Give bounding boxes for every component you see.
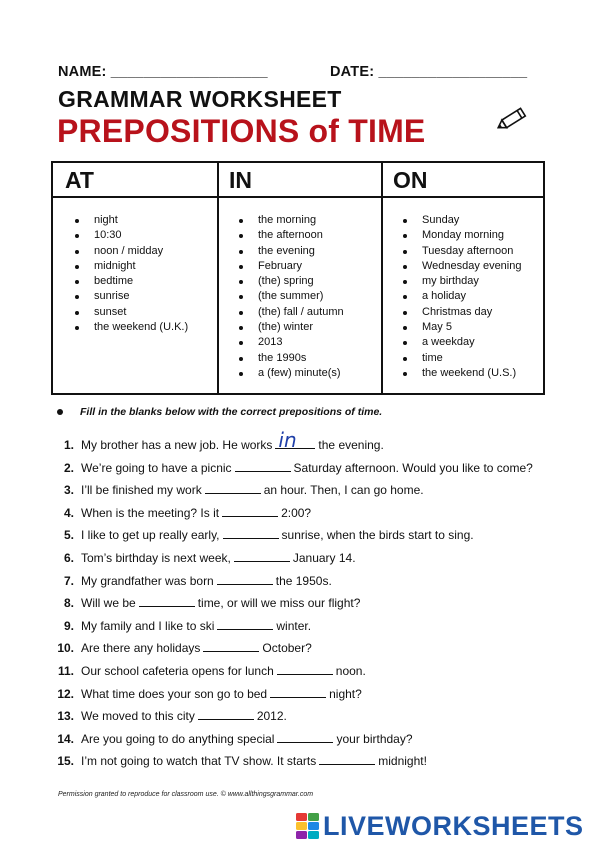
answer-blank[interactable] — [277, 732, 333, 743]
question-row — [0, 596, 602, 614]
question-text — [81, 754, 427, 768]
question-before: Will we be — [81, 596, 136, 611]
list-item: (the summer) — [237, 289, 381, 304]
date-label: DATE: — [330, 64, 375, 80]
question-text — [81, 483, 424, 497]
list-item: Sunday — [401, 213, 543, 228]
list-item: sunrise — [73, 289, 217, 304]
question-after: 2:00? — [281, 505, 312, 520]
topic-title: PREPOSITIONS of TIME — [57, 113, 426, 149]
answer-blank[interactable] — [235, 461, 291, 472]
answer-blank[interactable] — [270, 687, 326, 698]
question-number: 7. — [63, 573, 74, 588]
question-text — [81, 428, 384, 452]
question-before: Are there any holidays — [81, 641, 201, 656]
list-item: sunset — [73, 305, 217, 320]
question-after: the 1950s. — [275, 573, 332, 588]
bullet — [57, 409, 63, 415]
name-line: ___________________ — [110, 64, 268, 80]
column-heading: AT — [53, 163, 217, 198]
list-item: (the) spring — [237, 274, 381, 289]
question-before: We’re going to have a picnic — [81, 460, 232, 475]
answer-blank[interactable] — [275, 428, 315, 452]
question-after: your birthday? — [336, 731, 413, 746]
answer-blank[interactable] — [277, 664, 333, 675]
permission-note: Permission granted to reproduce for classroom use. © www.allthingsgrammar.com — [58, 791, 314, 798]
column-at — [53, 163, 219, 393]
question-before: What time does your son go to bed — [81, 686, 268, 701]
list-item: a holiday — [401, 289, 543, 304]
question-before: Tom’s birthday is next week, — [81, 551, 231, 565]
question-after: Saturday afternoon. Would you like to come? — [293, 460, 533, 475]
question-number: 12. — [57, 686, 74, 701]
question-after: time, or will we miss our flight? — [197, 596, 361, 611]
question-number: 11. — [57, 664, 74, 678]
question-row — [0, 664, 602, 682]
question-text — [81, 687, 362, 701]
question-text — [81, 641, 312, 655]
question-before: Our school cafeteria opens for lunch — [81, 664, 274, 678]
answer-blank[interactable] — [139, 596, 195, 607]
list-item: 2013 — [237, 335, 381, 350]
item-list — [217, 198, 381, 381]
list-item: Tuesday afternoon — [401, 244, 543, 259]
question-after: January 14. — [292, 551, 356, 565]
question-number: 2. — [63, 460, 74, 475]
question-before: My family and I like to ski — [81, 618, 215, 633]
question-row — [0, 428, 602, 456]
question-before: Are you going to do anything special — [81, 731, 275, 746]
list-item: (the) winter — [237, 320, 381, 335]
instructions: Fill in the blanks below with the correct prepositions of time. — [80, 406, 383, 418]
question-row — [0, 506, 602, 524]
list-item: Christmas day — [401, 305, 543, 320]
answer-blank[interactable] — [217, 574, 273, 585]
question-number: 9. — [63, 618, 74, 633]
question-before: When is the meeting? Is it — [81, 505, 220, 520]
question-number: 1. — [63, 438, 74, 452]
question-before: We moved to this city — [81, 709, 195, 724]
column-heading: IN — [217, 163, 381, 198]
list-item: February — [237, 259, 381, 274]
question-after: 2012. — [256, 709, 287, 724]
answer-blank[interactable] — [205, 483, 261, 494]
list-item: the 1990s — [237, 351, 381, 366]
question-text — [81, 596, 360, 610]
answer-blank[interactable] — [223, 528, 279, 539]
item-list — [381, 198, 543, 381]
question-text — [81, 506, 311, 520]
question-text — [81, 619, 311, 633]
list-item: the morning — [237, 213, 381, 228]
question-number: 10. — [57, 641, 74, 656]
question-after: October? — [262, 641, 312, 656]
question-number: 5. — [63, 528, 74, 543]
list-item: the evening — [237, 244, 381, 259]
liveworksheets-brand: LIVEWORKSHEETS — [323, 811, 584, 841]
question-after: midnight! — [378, 754, 427, 769]
question-row — [0, 461, 602, 479]
question-number: 15. — [57, 754, 74, 769]
question-text — [81, 461, 533, 475]
question-row — [0, 483, 602, 501]
question-after: noon. — [335, 664, 366, 678]
question-before: I’m not going to watch that TV show. It starts — [81, 754, 317, 769]
question-after: sunrise, when the birds start to sing. — [281, 528, 474, 543]
question-row — [0, 574, 602, 592]
answer-text: in — [278, 428, 297, 452]
question-text — [81, 732, 413, 746]
question-number: 6. — [63, 551, 74, 565]
question-number: 8. — [63, 596, 74, 611]
answer-blank[interactable] — [234, 551, 290, 562]
question-row — [0, 551, 602, 569]
item-list — [53, 198, 217, 335]
question-row — [0, 619, 602, 637]
question-text — [81, 551, 356, 565]
list-item: the weekend (U.K.) — [73, 320, 217, 335]
answer-blank[interactable] — [222, 506, 278, 517]
question-after: the evening. — [318, 438, 384, 452]
question-after: night? — [329, 686, 362, 701]
question-before: My brother has a new job. He works — [81, 438, 273, 452]
answer-blank[interactable] — [203, 641, 259, 652]
list-item: the weekend (U.S.) — [401, 366, 543, 381]
name-field — [58, 64, 268, 80]
answer-blank[interactable] — [217, 619, 273, 630]
column-heading: ON — [381, 163, 543, 198]
list-item: a (few) minute(s) — [237, 366, 381, 381]
question-row — [0, 754, 602, 772]
question-before: I’ll be finished my work — [81, 483, 202, 498]
list-item: midnight — [73, 259, 217, 274]
list-item: May 5 — [401, 320, 543, 335]
name-label: NAME: — [58, 64, 107, 80]
list-item: night — [73, 213, 217, 228]
list-item: Wednesday evening — [401, 259, 543, 274]
prepositions-table — [51, 161, 545, 395]
question-text — [81, 574, 332, 588]
list-item: (the) fall / autumn — [237, 305, 381, 320]
question-text — [81, 709, 287, 723]
list-item: Monday morning — [401, 228, 543, 243]
answer-blank[interactable] — [319, 754, 375, 765]
question-number: 4. — [63, 505, 74, 520]
pencil-icon — [494, 102, 532, 136]
date-line: __________________ — [378, 64, 528, 80]
question-number: 14. — [57, 731, 74, 746]
question-row — [0, 641, 602, 659]
question-before: I like to get up really early, — [81, 528, 220, 543]
answer-blank[interactable] — [198, 709, 254, 720]
column-on — [381, 163, 543, 393]
list-item: my birthday — [401, 274, 543, 289]
list-item: noon / midday — [73, 244, 217, 259]
question-number: 3. — [63, 483, 74, 498]
question-row — [0, 709, 602, 727]
question-row — [0, 528, 602, 546]
question-text — [81, 528, 474, 542]
list-item: a weekday — [401, 335, 543, 350]
question-number: 13. — [57, 709, 74, 724]
date-field — [330, 64, 527, 80]
worksheet-title: GRAMMAR WORKSHEET — [58, 86, 342, 112]
list-item: time — [401, 351, 543, 366]
question-after: an hour. Then, I can go home. — [263, 483, 424, 498]
question-row — [0, 687, 602, 705]
list-item: the afternoon — [237, 228, 381, 243]
question-row — [0, 732, 602, 750]
liveworksheets-logo-icon — [295, 810, 321, 844]
list-item: 10:30 — [73, 228, 217, 243]
question-text — [81, 664, 366, 678]
list-item: bedtime — [73, 274, 217, 289]
question-after: winter. — [276, 618, 312, 633]
column-in — [217, 163, 383, 393]
question-before: My grandfather was born — [81, 573, 214, 588]
